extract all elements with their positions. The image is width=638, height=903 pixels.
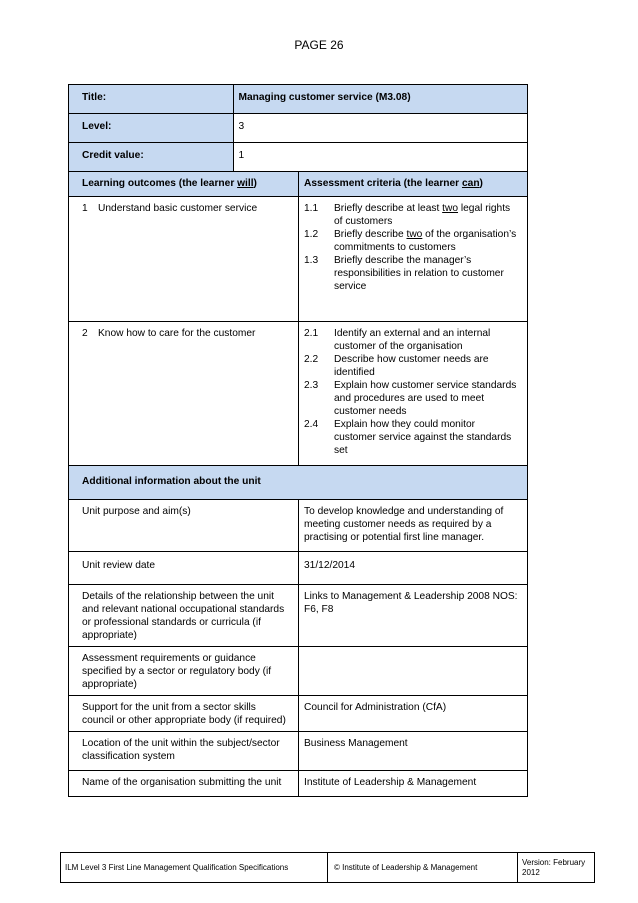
header-subtable — [69, 85, 527, 171]
outcomes-header-row — [69, 172, 528, 197]
info-value: 31/12/2014 — [299, 552, 528, 585]
credit-value: 1 — [233, 143, 527, 172]
info-row — [69, 771, 528, 797]
footer-qualification: ILM Level 3 First Line Management Qualification Specifications — [61, 853, 328, 882]
criterion: 2.2 Describe how customer needs are identified — [304, 354, 489, 378]
criterion: 1.1 Briefly describe at least two legal rights of customers — [304, 203, 511, 227]
info-value: Business Management — [299, 732, 528, 771]
footer-copyright: © Institute of Leadership & Management — [328, 853, 518, 882]
criterion: 1.2 Briefly describe two of the organisation’s commitments to customers — [304, 229, 517, 253]
info-value: Institute of Leadership & Management — [299, 771, 528, 797]
criterion: 2.3 Explain how customer service standards and procedures are used to meet customer needs — [304, 380, 517, 417]
title-label: Title: — [69, 85, 233, 114]
info-row — [69, 696, 528, 732]
assessment-criteria-list — [299, 197, 528, 322]
learning-outcome: 1 Understand basic customer service — [69, 197, 299, 322]
outcome-row — [69, 322, 528, 466]
level-label: Level: — [69, 114, 233, 143]
criterion: 2.4 Explain how they could monitor customer service against the standards set — [304, 419, 512, 456]
outcome-row — [69, 197, 528, 322]
learning-outcomes-header: Learning outcomes (the learner will) — [69, 172, 299, 197]
page-footer — [60, 852, 595, 883]
additional-info-header-row — [69, 466, 528, 500]
info-row — [69, 647, 528, 696]
title-value: Managing customer service (M3.08) — [233, 85, 527, 114]
info-label: Name of the organisation submitting the unit — [69, 771, 299, 797]
criterion: 2.1 Identify an external and an internal customer of the organisation — [304, 328, 491, 352]
credit-label: Credit value: — [69, 143, 233, 172]
additional-info-header: Additional information about the unit — [69, 466, 528, 500]
footer-version: Version: February 2012 — [522, 857, 586, 877]
title-row — [69, 85, 528, 172]
info-row — [69, 552, 528, 585]
criterion: 1.3 Briefly describe the manager’s responsibilities in relation to customer service — [304, 255, 504, 292]
info-value: Council for Administration (CfA) — [299, 696, 528, 732]
info-value — [299, 647, 528, 696]
learning-outcome: 2 Know how to care for the customer — [69, 322, 299, 466]
info-label: Unit review date — [69, 552, 299, 585]
assessment-criteria-list — [299, 322, 528, 466]
info-value: Links to Management & Leadership 2008 NOS: F6, F8 — [299, 585, 528, 647]
info-label: Support for the unit from a sector skills council or other appropriate body (if required) — [69, 696, 299, 732]
page-number: PAGE 26 — [294, 38, 344, 52]
info-value: To develop knowledge and understanding of meeting customer needs as required by a practising or potential first line manager. — [299, 500, 528, 552]
info-row — [69, 585, 528, 647]
info-row — [69, 500, 528, 552]
unit-specification-table — [68, 84, 528, 797]
info-label: Assessment requirements or guidance specified by a sector or regulatory body (if appropriate) — [69, 647, 299, 696]
info-label: Location of the unit within the subject/sector classification system — [69, 732, 299, 771]
assessment-criteria-header: Assessment criteria (the learner can) — [299, 172, 528, 197]
info-label: Details of the relationship between the unit and relevant national occupational standards or professional standards or curricula (if appropriate) — [69, 585, 299, 647]
level-value: 3 — [233, 114, 527, 143]
info-label: Unit purpose and aim(s) — [69, 500, 299, 552]
info-row — [69, 732, 528, 771]
